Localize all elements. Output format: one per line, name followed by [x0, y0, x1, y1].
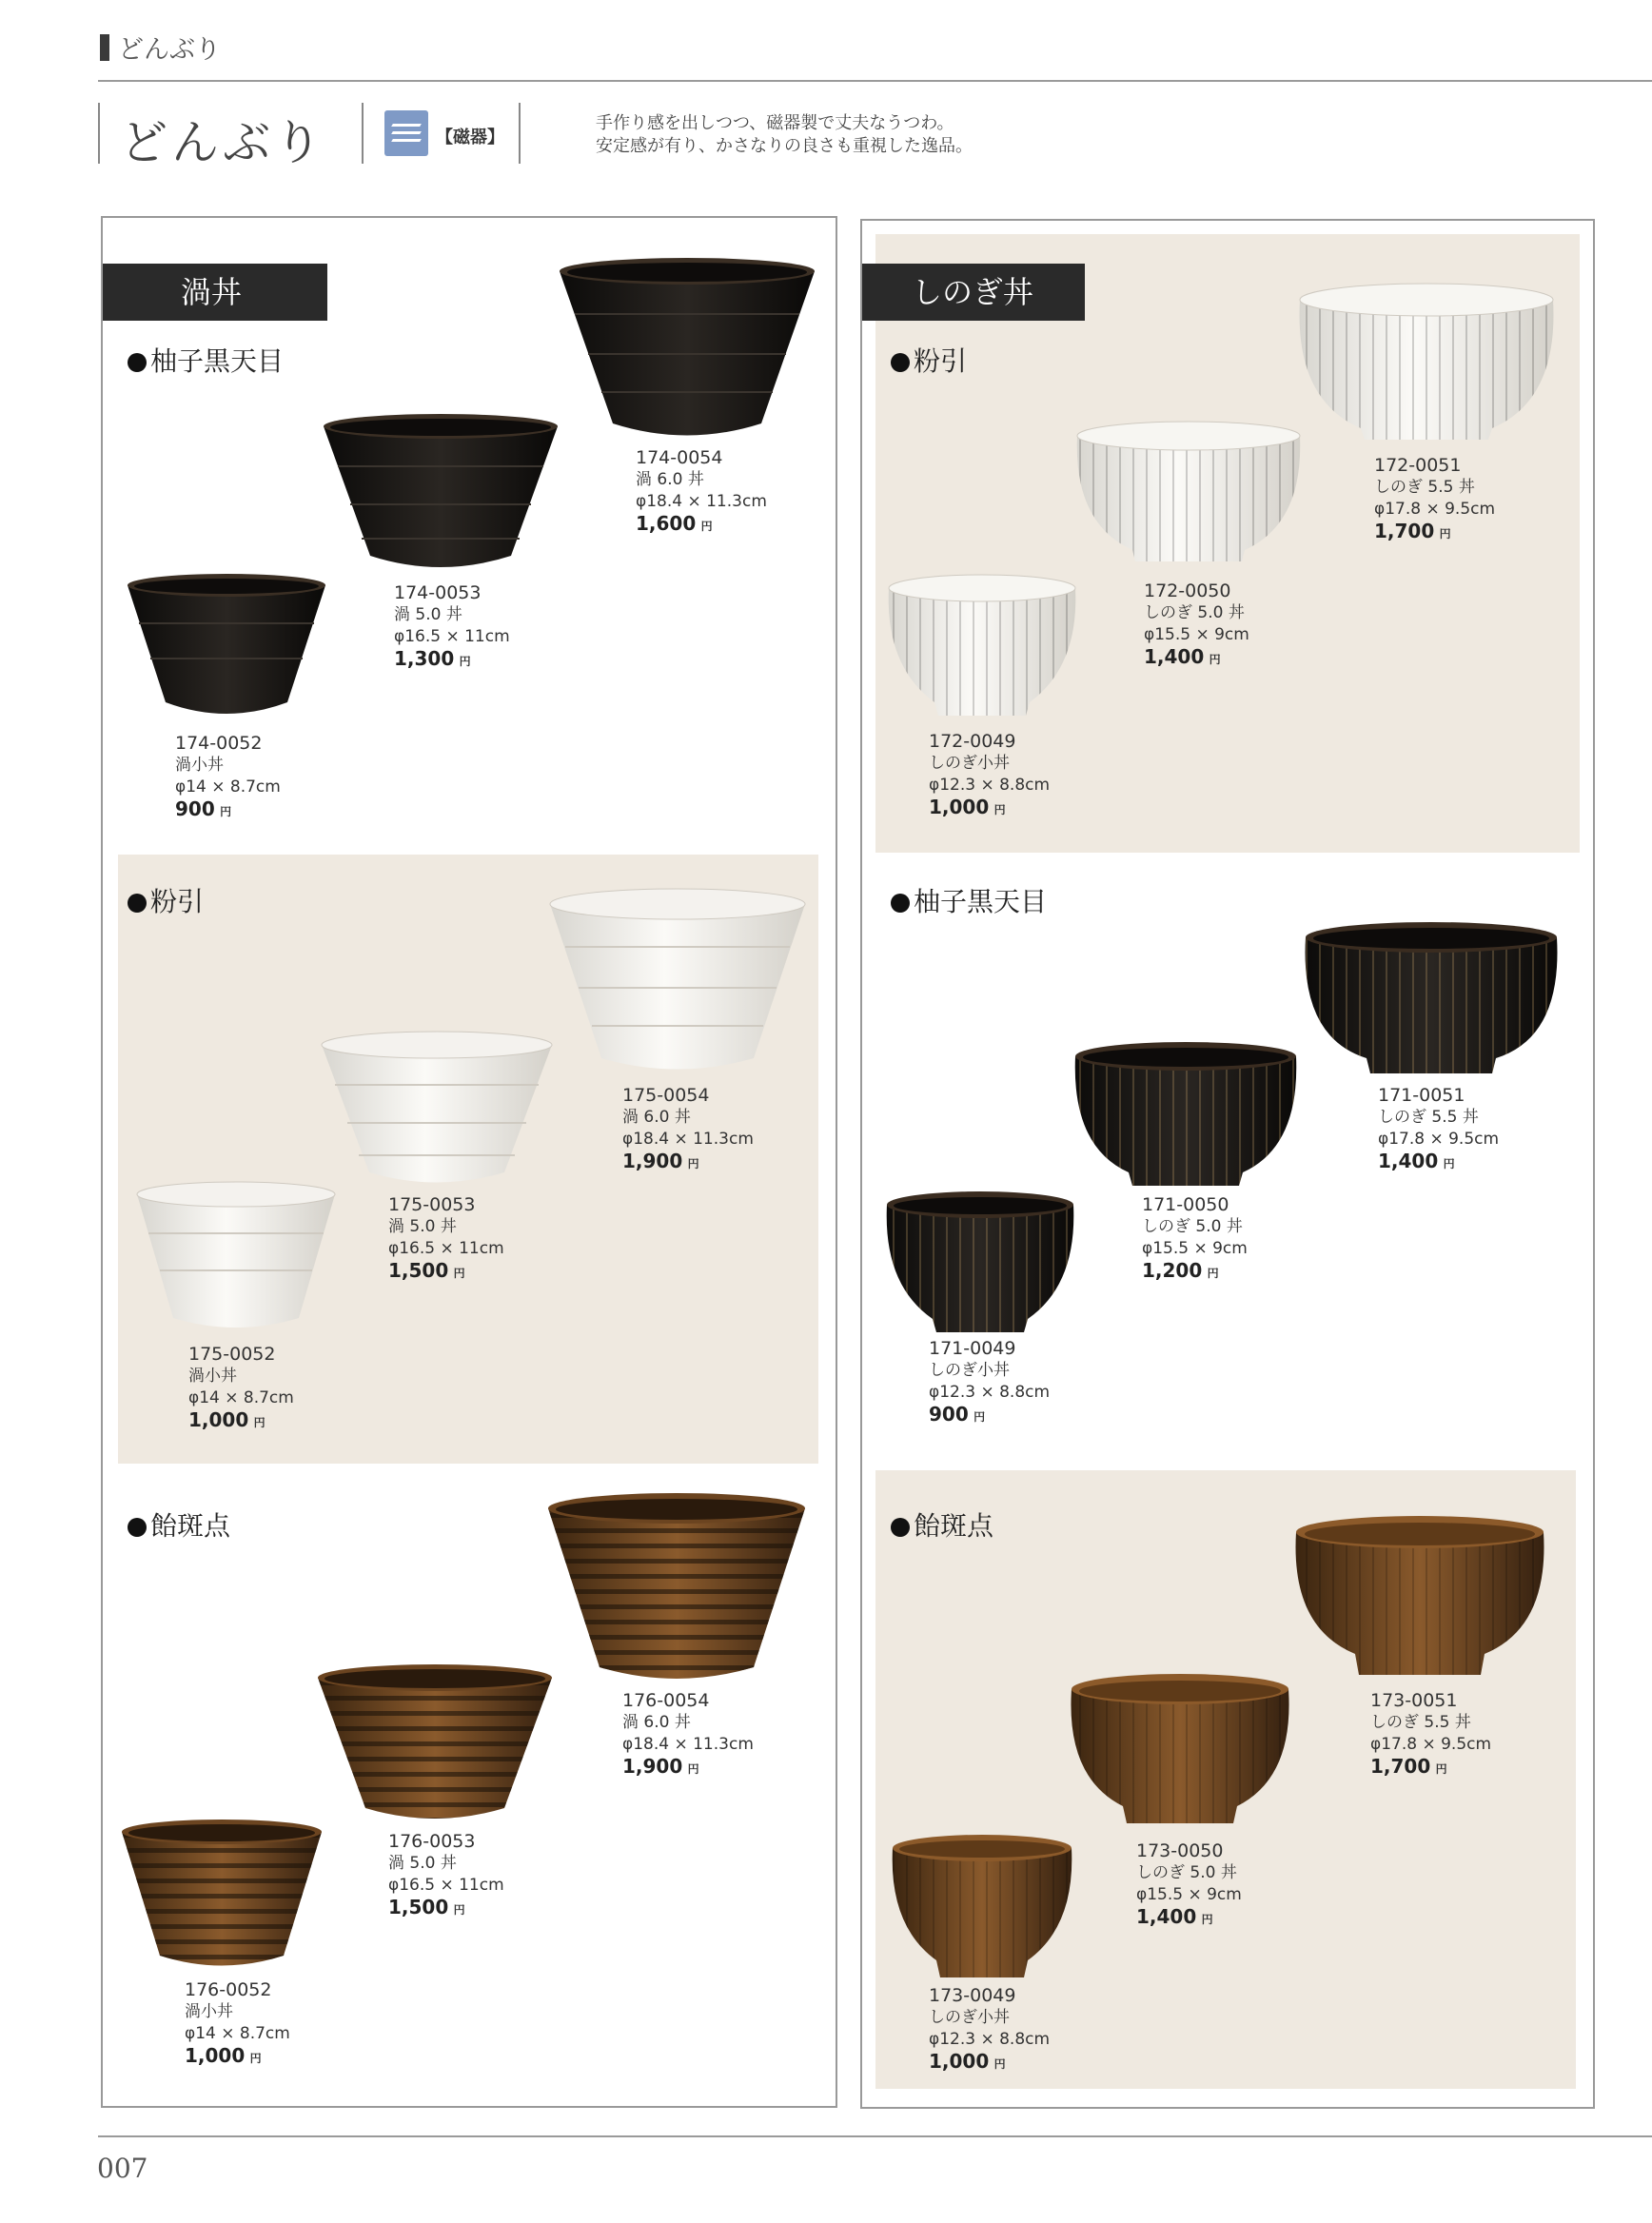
- product-code: 175-0054: [622, 1085, 710, 1106]
- group-title: 飴斑点: [128, 1505, 230, 1544]
- product-info: [622, 1690, 754, 1780]
- title-divider: [362, 103, 364, 164]
- product-name: しのぎ 5.5 丼: [1370, 1713, 1471, 1732]
- product-size: φ18.4 × 11.3cm: [622, 1735, 754, 1754]
- product-code: 175-0053: [388, 1194, 476, 1215]
- product-code: 175-0052: [188, 1344, 276, 1365]
- intro-line: 手作り感を出しつつ、磁器製で丈夫なうつわ。: [596, 113, 954, 133]
- product-info: [929, 1985, 1050, 2075]
- price-unit: 円: [1435, 1762, 1447, 1776]
- product-info: [188, 1344, 294, 1434]
- product-name: 渦小丼: [175, 756, 224, 775]
- price-unit: 円: [1207, 1267, 1219, 1280]
- product-size: φ14 × 8.7cm: [188, 1388, 294, 1407]
- product-name: 渦小丼: [185, 2002, 233, 2021]
- price-unit: 円: [253, 1416, 266, 1429]
- product-code: 176-0053: [388, 1831, 476, 1852]
- product-code: 176-0052: [185, 1979, 272, 2000]
- product-size: φ15.5 × 9cm: [1144, 625, 1249, 644]
- breadcrumb-marker: [100, 34, 109, 61]
- group-title: 粉引: [128, 881, 204, 919]
- section-title-uzu: 渦丼: [103, 264, 327, 321]
- product-name: 渦 5.0 丼: [394, 605, 462, 624]
- product-info: [185, 1979, 290, 2070]
- price-unit: 円: [1201, 1913, 1213, 1926]
- product-info: [1142, 1194, 1248, 1285]
- product-info: [1378, 1085, 1499, 1175]
- product-code: 174-0054: [636, 447, 723, 468]
- product-size: φ16.5 × 11cm: [388, 1876, 504, 1895]
- product-code: 173-0049: [929, 1985, 1016, 2006]
- product-size: φ14 × 8.7cm: [185, 2024, 290, 2043]
- product-info: [1370, 1690, 1491, 1780]
- product-price: 900: [175, 797, 215, 820]
- product-name: しのぎ小丼: [929, 1361, 1010, 1380]
- product-price: 1,400: [1136, 1905, 1197, 1928]
- product-name: しのぎ 5.0 丼: [1142, 1217, 1243, 1236]
- product-info: [1374, 455, 1495, 545]
- product-code: 171-0050: [1142, 1194, 1229, 1215]
- product-size: φ17.8 × 9.5cm: [1370, 1735, 1492, 1754]
- price-unit: 円: [993, 803, 1006, 816]
- product-price: 1,300: [394, 647, 455, 670]
- product-name: 渦 6.0 丼: [636, 470, 704, 489]
- product-price: 1,500: [388, 1896, 449, 1918]
- product-size: φ12.3 × 8.8cm: [929, 1383, 1051, 1402]
- product-code: 174-0053: [394, 582, 482, 603]
- price-unit: 円: [974, 1410, 986, 1424]
- product-name: しのぎ 5.0 丼: [1144, 603, 1245, 622]
- product-name: しのぎ小丼: [929, 754, 1010, 773]
- product-info: [1136, 1840, 1242, 1931]
- product-info: [636, 447, 767, 538]
- page-title: どんぶり: [120, 115, 325, 170]
- product-info: [929, 731, 1050, 821]
- group-title: 粉引: [891, 341, 967, 379]
- price-unit: 円: [220, 805, 232, 818]
- price-unit: 円: [1209, 653, 1221, 666]
- product-size: φ18.4 × 11.3cm: [636, 492, 767, 511]
- product-info: [1144, 580, 1249, 671]
- product-name: 渦 5.0 丼: [388, 1854, 457, 1873]
- product-info: [622, 1085, 754, 1175]
- product-info: [175, 733, 281, 823]
- group-title: 飴斑点: [891, 1505, 993, 1544]
- price-unit: 円: [1439, 527, 1451, 541]
- product-code: 172-0049: [929, 731, 1016, 752]
- product-price: 1,500: [388, 1259, 449, 1282]
- product-info: [394, 582, 510, 673]
- product-size: φ17.8 × 9.5cm: [1378, 1130, 1500, 1149]
- product-name: しのぎ 5.0 丼: [1136, 1863, 1237, 1882]
- product-price: 1,400: [1144, 645, 1205, 668]
- product-info: [929, 1338, 1050, 1428]
- product-price: 900: [929, 1403, 969, 1426]
- group-title: 柚子黒天目: [128, 341, 284, 379]
- group-title: 柚子黒天目: [891, 881, 1047, 919]
- product-size: φ15.5 × 9cm: [1136, 1885, 1242, 1904]
- product-name: しのぎ 5.5 丼: [1378, 1108, 1479, 1127]
- page-number: 007: [97, 2153, 148, 2184]
- section-title-shinogi: しのぎ丼: [862, 264, 1085, 321]
- title-divider: [98, 103, 100, 164]
- product-code: 172-0050: [1144, 580, 1231, 601]
- product-code: 173-0050: [1136, 1840, 1224, 1861]
- price-unit: 円: [700, 520, 713, 533]
- title-divider: [519, 103, 521, 164]
- product-code: 171-0049: [929, 1338, 1016, 1359]
- product-price: 1,000: [929, 796, 990, 818]
- product-name: 渦小丼: [188, 1367, 237, 1386]
- product-size: φ12.3 × 8.8cm: [929, 2030, 1051, 2049]
- product-name: しのぎ 5.5 丼: [1374, 478, 1475, 497]
- product-code: 172-0051: [1374, 455, 1462, 476]
- product-code: 171-0051: [1378, 1085, 1465, 1106]
- product-size: φ12.3 × 8.8cm: [929, 776, 1051, 795]
- product-name: 渦 6.0 丼: [622, 1108, 691, 1127]
- price-unit: 円: [459, 655, 471, 668]
- product-price: 1,000: [188, 1408, 249, 1431]
- product-code: 174-0052: [175, 733, 263, 754]
- price-unit: 円: [687, 1762, 699, 1776]
- price-unit: 円: [1443, 1157, 1455, 1171]
- product-price: 1,900: [622, 1150, 683, 1172]
- product-price: 1,700: [1374, 520, 1435, 542]
- material-label: 【磁器】: [436, 128, 504, 148]
- intro-line: 安定感が有り、かさなりの良さも重視した逸品。: [596, 136, 973, 156]
- product-code: 173-0051: [1370, 1690, 1458, 1711]
- product-price: 1,000: [929, 2050, 990, 2073]
- intro-text: [596, 112, 973, 158]
- product-size: φ14 × 8.7cm: [175, 777, 281, 797]
- product-price: 1,700: [1370, 1755, 1431, 1778]
- product-code: 176-0054: [622, 1690, 710, 1711]
- product-info: [388, 1194, 504, 1285]
- product-size: φ17.8 × 9.5cm: [1374, 500, 1496, 519]
- product-price: 1,400: [1378, 1150, 1439, 1172]
- product-name: しのぎ小丼: [929, 2008, 1010, 2027]
- header-divider: [98, 80, 1652, 82]
- product-info: [388, 1831, 504, 1921]
- price-unit: 円: [687, 1157, 699, 1171]
- product-name: 渦 6.0 丼: [622, 1713, 691, 1732]
- porcelain-icon: [384, 110, 428, 156]
- price-unit: 円: [249, 2052, 262, 2065]
- price-unit: 円: [993, 2057, 1006, 2071]
- product-price: 1,200: [1142, 1259, 1203, 1282]
- product-name: 渦 5.0 丼: [388, 1217, 457, 1236]
- product-size: φ15.5 × 9cm: [1142, 1239, 1248, 1258]
- product-size: φ16.5 × 11cm: [388, 1239, 504, 1258]
- price-unit: 円: [453, 1903, 465, 1917]
- product-size: φ18.4 × 11.3cm: [622, 1130, 754, 1149]
- product-price: 1,000: [185, 2044, 246, 2067]
- breadcrumb: どんぶり: [118, 35, 221, 65]
- price-unit: 円: [453, 1267, 465, 1280]
- product-price: 1,600: [636, 512, 697, 535]
- product-size: φ16.5 × 11cm: [394, 627, 510, 646]
- footer-divider: [98, 2135, 1652, 2137]
- product-price: 1,900: [622, 1755, 683, 1778]
